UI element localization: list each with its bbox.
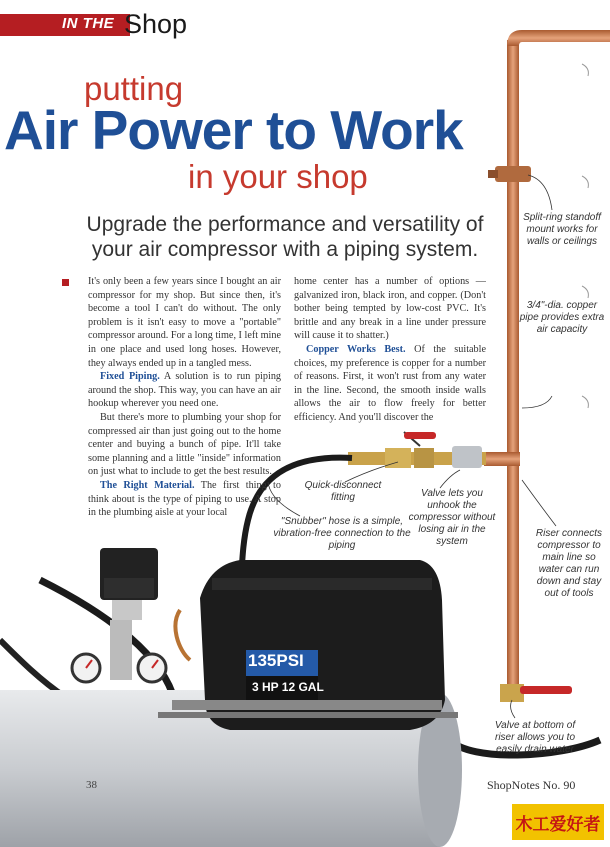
paragraph: Fixed Piping. A solution is to run piping around the shop. This way, you can have an air hookup wherever you need one. — [88, 371, 282, 410]
caption-riser: Riser connects compressor to main line so water can run down and stay out of tools — [535, 528, 603, 599]
caption-snubber: "Snubber" hose is a simple, vibration-free connection to the piping — [273, 516, 411, 551]
paragraph: Copper Works Best. Of the suitable choices, my preference is copper for a number of reasons. First, it won't rust from any water in the line. Second, the smooth inside walls allows the air to flow freely for better efficiency. And you'll discover the — [294, 343, 486, 423]
subtitle: Upgrade the performance and versatility of your air compressor with a piping system. — [86, 213, 484, 261]
title-line-1: putting — [84, 70, 184, 107]
run-in-head: Fixed Piping. — [100, 371, 160, 383]
paragraph: It's only been a few years since I bought an air compressor for my shop. But since then, it's become a tool I can't do without. The only problem is it isn't easy to move a "portable" compressor around. For a long time, I left mine in one place and used long hoses. However, they always ended up in a tangled mess. — [88, 276, 281, 369]
psi-label: 135PSI — [248, 651, 304, 670]
title-line-3: in your shop — [188, 158, 368, 195]
paragraph: home center has a number of options — galvanized iron, black iron, and copper. (Don't bother being tempted by low-cost PVC. It's brittle and any break in a line under pressure will cause it to shatter.) — [294, 276, 486, 342]
watermark-text: 木工爱好者 — [515, 814, 601, 835]
caption-valve-bottom: Valve at bottom of riser allows you to easily drain water — [494, 720, 576, 755]
caption-valve: Valve lets you unhook the compressor without losing air in the system — [408, 488, 496, 547]
paragraph: But there's more to plumbing your shop for compressed air than just going out to the home center and buying a bunch of pipe. It'll take some planning and a little "inside" information on just what to include to get the best results. — [88, 411, 281, 478]
watermark-logo — [512, 804, 604, 840]
hp-label: 3 HP 12 GAL — [252, 680, 324, 694]
paragraph: The Right Material. The first thing to think about is the type of piping to use. A stop in the plumbing aisle at your local — [88, 479, 281, 519]
magazine-issue: ShopNotes No. 90 — [487, 778, 576, 792]
title-line-2: Air Power to Work — [4, 99, 463, 161]
caption-split-ring: Split-ring standoff mount works for walls or ceilings — [523, 212, 601, 247]
caption-copper-pipe: 3/4"-dia. copper pipe provides extra air capacity — [519, 300, 605, 335]
caption-quick-disconnect: Quick-disconnect fitting — [304, 480, 382, 503]
page-number: 38 — [86, 779, 97, 791]
run-in-head: Copper Works Best. — [306, 343, 406, 355]
section-word: Shop — [124, 9, 188, 39]
margin-marks — [578, 60, 598, 440]
section-label: IN THE — [62, 15, 115, 32]
run-in-head: The Right Material. — [100, 479, 195, 491]
